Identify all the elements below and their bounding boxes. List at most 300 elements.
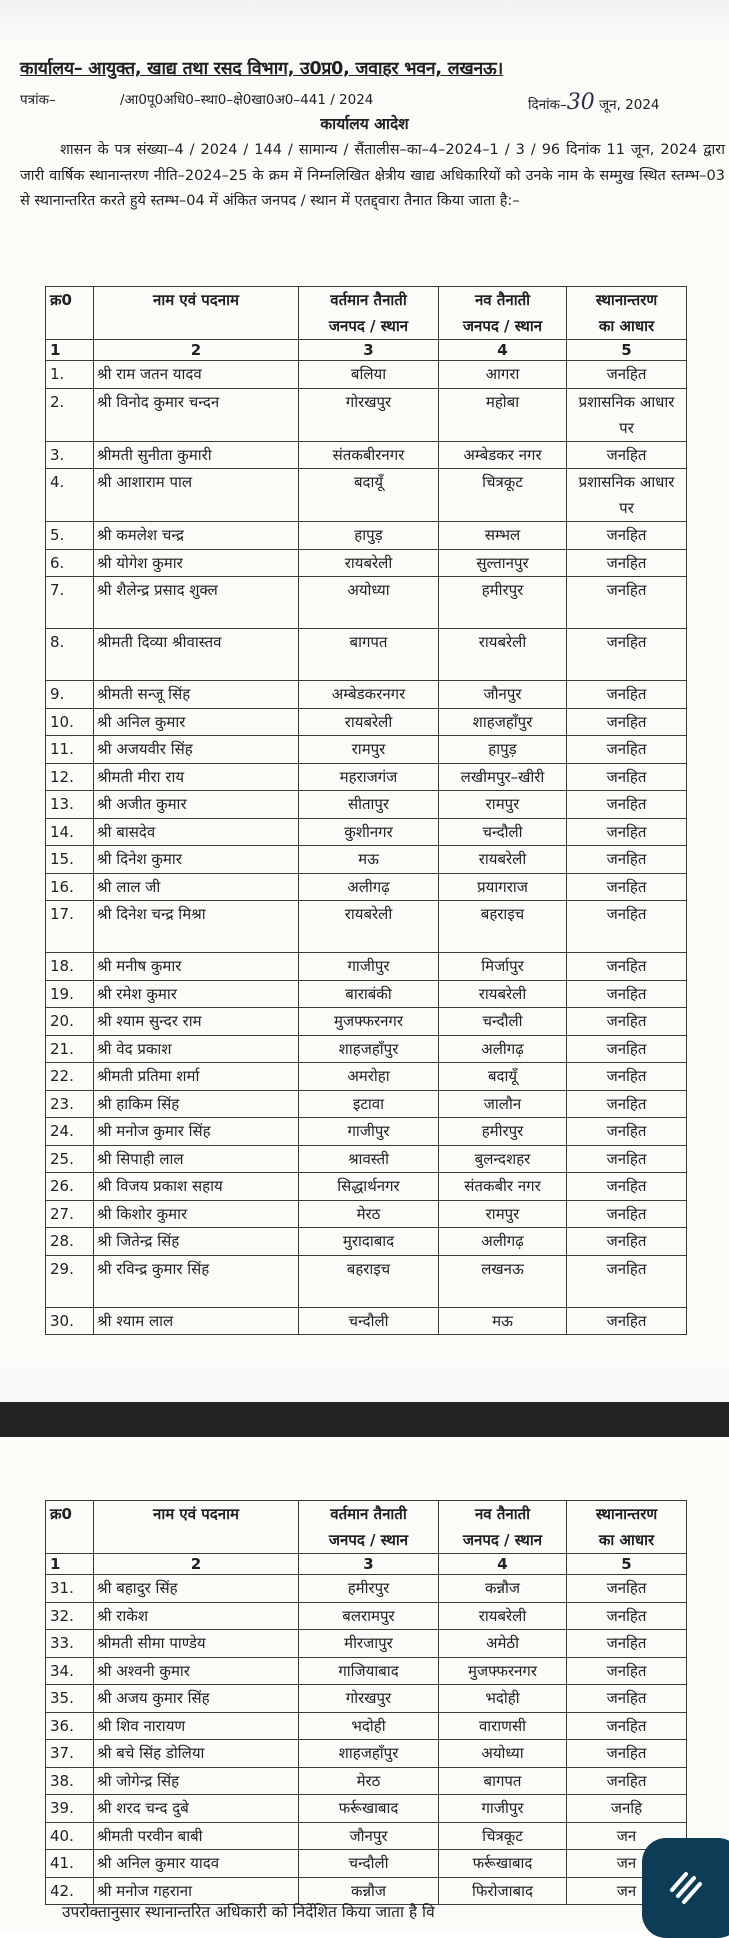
cell-name: श्री मनोज गहराना — [94, 1877, 299, 1905]
cell-current-posting: अयोध्या — [299, 577, 439, 629]
closing-text: उपरोक्तानुसार स्थानान्तरित अधिकारी को निर्देशित किया जाता है वि — [62, 1903, 435, 1921]
cell-current-posting: रामपुर — [299, 736, 439, 764]
top-strip — [0, 0, 729, 42]
cell-serial: 12. — [46, 763, 94, 791]
cell-transfer-basis: जनहित — [567, 736, 687, 764]
header-current-line1: वर्तमान तैनाती — [330, 1505, 407, 1523]
cell-new-posting: सम्भल — [439, 522, 567, 550]
cell-new-posting: मिर्जापुर — [439, 953, 567, 981]
table-row — [46, 791, 687, 819]
date-label: दिनांक– — [528, 97, 567, 113]
cell-current-posting: बदायूँ — [299, 469, 439, 522]
table-row — [46, 681, 687, 709]
table-row — [46, 1228, 687, 1256]
table-row — [46, 577, 687, 629]
cell-transfer-basis: जनहित — [567, 1200, 687, 1228]
table-row — [46, 1118, 687, 1146]
cell-name: श्री विजय प्रकाश सहाय — [94, 1173, 299, 1201]
cell-transfer-basis: जनहित — [567, 873, 687, 901]
cell-name: श्री दिनेश चन्द्र मिश्रा — [94, 901, 299, 953]
cell-new-posting: हमीरपुर — [439, 577, 567, 629]
cell-new-posting: हमीरपुर — [439, 1118, 567, 1146]
cell-new-posting: रायबरेली — [439, 846, 567, 874]
column-number: 2 — [94, 1554, 299, 1575]
header-new-line2: जनपद / स्थान — [462, 317, 543, 335]
table-row — [46, 1712, 687, 1740]
cell-name: श्री वेद प्रकाश — [94, 1035, 299, 1063]
cell-transfer-basis: जनहित — [567, 1035, 687, 1063]
cell-serial: 23. — [46, 1090, 94, 1118]
column-number-row — [46, 1554, 687, 1575]
cell-current-posting: रायबरेली — [299, 549, 439, 577]
table-row — [46, 388, 687, 441]
cell-name: श्री अनिल कुमार — [94, 708, 299, 736]
table-row — [46, 818, 687, 846]
cell-transfer-basis: जनहित — [567, 361, 687, 389]
header-new-line1: नव तैनाती — [474, 1505, 531, 1523]
cell-transfer-basis: प्रशासनिक आधार पर — [567, 469, 687, 522]
cell-new-posting: मऊ — [439, 1307, 567, 1335]
cell-name: श्री रविन्द्र कुमार सिंह — [94, 1255, 299, 1307]
cell-name: श्रीमती दिव्या श्रीवास्तव — [94, 629, 299, 681]
cell-current-posting: संतकबीरनगर — [299, 441, 439, 469]
date-handwritten-day: 30 — [566, 90, 595, 115]
cell-serial: 22. — [46, 1063, 94, 1091]
cell-new-posting: बुलन्दशहर — [439, 1145, 567, 1173]
cell-current-posting: मेरठ — [299, 1767, 439, 1795]
cell-name: श्री किशोर कुमार — [94, 1200, 299, 1228]
cell-transfer-basis: जनहित — [567, 577, 687, 629]
order-body-text: शासन के पत्र संख्या–4 / 2024 / 144 / सामान्य / सैंतालीस–का–4–2024–1 / 3 / 96 दिनांक 11 जून, 2024 द्वारा जारी वार्षिक स्थानान्तरण नीति–2024–25 के क्रम में निम्नलिखित क्षेत्रीय खाद्य अधिकारियों को उनके नाम के सम्मुख स्थित स्तम्भ–03 से स्थानान्तरित करते हुये स्तम्भ–04 में अंकित जनपद / स्थान में एतद्द्वारा तैनात किया जाता है:– — [20, 142, 725, 209]
header-current-posting — [299, 1501, 439, 1554]
table-header-row — [46, 287, 687, 340]
cell-new-posting: हापुड़ — [439, 736, 567, 764]
cell-current-posting: गोरखपुर — [299, 388, 439, 441]
cell-transfer-basis: जनहित — [567, 1602, 687, 1630]
table-row — [46, 953, 687, 981]
cell-serial: 35. — [46, 1685, 94, 1713]
cell-name: श्री राकेश — [94, 1602, 299, 1630]
page-gap — [0, 1362, 729, 1402]
cell-name: श्री अजीत कुमार — [94, 791, 299, 819]
cell-current-posting: बलरामपुर — [299, 1602, 439, 1630]
header-current-posting — [299, 287, 439, 340]
table-row — [46, 1685, 687, 1713]
cell-new-posting: संतकबीर नगर — [439, 1173, 567, 1201]
cell-current-posting: श्रावस्ती — [299, 1145, 439, 1173]
cell-new-posting: चन्दौली — [439, 1008, 567, 1036]
header-serial: क्र0 — [46, 1501, 94, 1554]
cell-current-posting: अलीगढ़ — [299, 873, 439, 901]
table-row — [46, 708, 687, 736]
table-row — [46, 361, 687, 389]
cell-transfer-basis: जनहित — [567, 901, 687, 953]
column-number-row — [46, 340, 687, 361]
cell-current-posting: शाहजहाँपुर — [299, 1740, 439, 1768]
table-row — [46, 1035, 687, 1063]
cell-transfer-basis: जनहित — [567, 522, 687, 550]
cell-transfer-basis: जनहित — [567, 1307, 687, 1335]
cell-serial: 19. — [46, 980, 94, 1008]
cell-current-posting: बाराबंकी — [299, 980, 439, 1008]
cell-transfer-basis: जनहित — [567, 1685, 687, 1713]
cell-transfer-basis: जनहित — [567, 441, 687, 469]
cell-new-posting: बागपत — [439, 1767, 567, 1795]
table-row — [46, 1740, 687, 1768]
cell-current-posting: शाहजहाँपुर — [299, 1035, 439, 1063]
table-row — [46, 1575, 687, 1603]
cell-new-posting: बहराइच — [439, 901, 567, 953]
date-month-year: जून, 2024 — [599, 97, 660, 113]
cell-serial: 30. — [46, 1307, 94, 1335]
table-row — [46, 1602, 687, 1630]
cell-name: श्री लाल जी — [94, 873, 299, 901]
cell-current-posting: सिद्धार्थनगर — [299, 1173, 439, 1201]
cell-transfer-basis: जनहित — [567, 1063, 687, 1091]
cell-transfer-basis: जनहि — [567, 1795, 687, 1823]
column-number: 4 — [439, 340, 567, 361]
cell-name: श्री दिनेश कुमार — [94, 846, 299, 874]
cell-current-posting: बहराइच — [299, 1255, 439, 1307]
cell-serial: 27. — [46, 1200, 94, 1228]
table-row — [46, 522, 687, 550]
cell-serial: 32. — [46, 1602, 94, 1630]
cell-transfer-basis: जनहित — [567, 953, 687, 981]
cell-transfer-basis: जनहित — [567, 1712, 687, 1740]
table-row — [46, 1630, 687, 1658]
reference-label: पत्रांक– — [20, 92, 56, 108]
cell-new-posting: सुल्तानपुर — [439, 549, 567, 577]
table-row — [46, 629, 687, 681]
cell-name: श्री अनिल कुमार यादव — [94, 1850, 299, 1878]
cell-transfer-basis: जनहित — [567, 1090, 687, 1118]
header-current-line1: वर्तमान तैनाती — [330, 291, 407, 309]
cell-current-posting: जौनपुर — [299, 1822, 439, 1850]
cell-transfer-basis: जन — [567, 1877, 687, 1905]
cell-serial: 34. — [46, 1657, 94, 1685]
cell-transfer-basis: जनहित — [567, 1767, 687, 1795]
cell-name: श्री श्याम सुन्दर राम — [94, 1008, 299, 1036]
cell-serial: 40. — [46, 1822, 94, 1850]
cell-serial: 10. — [46, 708, 94, 736]
cell-serial: 26. — [46, 1173, 94, 1201]
table-row — [46, 1767, 687, 1795]
cell-transfer-basis: जनहित — [567, 1228, 687, 1256]
cell-name: श्री हाकिम सिंह — [94, 1090, 299, 1118]
cell-transfer-basis: जनहित — [567, 980, 687, 1008]
cell-name: श्रीमती मीरा राय — [94, 763, 299, 791]
page-separator-band — [0, 1402, 729, 1437]
cell-name: श्री योगेश कुमार — [94, 549, 299, 577]
cell-current-posting: मेरठ — [299, 1200, 439, 1228]
header-basis-line1: स्थानान्तरण — [595, 1505, 658, 1523]
column-number: 3 — [299, 340, 439, 361]
cell-transfer-basis: जनहित — [567, 1255, 687, 1307]
cell-serial: 4. — [46, 469, 94, 522]
table-row — [46, 901, 687, 953]
cell-new-posting: रायबरेली — [439, 980, 567, 1008]
column-number: 1 — [46, 340, 94, 361]
cell-name: श्री अश्वनी कुमार — [94, 1657, 299, 1685]
cell-serial: 14. — [46, 818, 94, 846]
table-row — [46, 763, 687, 791]
cell-name: श्री मनोज कुमार सिंह — [94, 1118, 299, 1146]
cell-current-posting: गोरखपुर — [299, 1685, 439, 1713]
table-row — [46, 846, 687, 874]
cell-transfer-basis: जनहित — [567, 681, 687, 709]
cell-new-posting: चित्रकूट — [439, 1822, 567, 1850]
cell-transfer-basis: जनहित — [567, 708, 687, 736]
cell-transfer-basis: जनहित — [567, 1173, 687, 1201]
cell-transfer-basis: जनहित — [567, 629, 687, 681]
cell-new-posting: चन्दौली — [439, 818, 567, 846]
table-row — [46, 1145, 687, 1173]
cell-transfer-basis: जनहित — [567, 1740, 687, 1768]
cell-transfer-basis: जनहित — [567, 549, 687, 577]
cell-new-posting: आगरा — [439, 361, 567, 389]
cell-transfer-basis: जनहित — [567, 1657, 687, 1685]
table-row — [46, 441, 687, 469]
cell-serial: 8. — [46, 629, 94, 681]
cell-current-posting: इटावा — [299, 1090, 439, 1118]
cell-current-posting: बलिया — [299, 361, 439, 389]
cell-name: श्री अजय कुमार सिंह — [94, 1685, 299, 1713]
cell-new-posting: चित्रकूट — [439, 469, 567, 522]
table-row — [46, 1795, 687, 1823]
table-row — [46, 1657, 687, 1685]
table-row — [46, 1850, 687, 1878]
cell-name: श्री जोगेन्द्र सिंह — [94, 1767, 299, 1795]
cell-transfer-basis: जनहित — [567, 846, 687, 874]
cell-name: श्रीमती सन्जू सिंह — [94, 681, 299, 709]
cell-transfer-basis: जन — [567, 1822, 687, 1850]
cell-transfer-basis: जन — [567, 1850, 687, 1878]
cell-transfer-basis: जनहित — [567, 1008, 687, 1036]
order-title: कार्यालय आदेश — [320, 115, 409, 133]
cell-serial: 13. — [46, 791, 94, 819]
header-basis-line2: का आधार — [598, 1531, 655, 1549]
cell-new-posting: बदायूँ — [439, 1063, 567, 1091]
cell-name: श्री शैलेन्द्र प्रसाद शुक्ल — [94, 577, 299, 629]
header-new-posting — [439, 1501, 567, 1554]
cell-current-posting: मुजफ्फरनगर — [299, 1008, 439, 1036]
cell-name: श्री बासदेव — [94, 818, 299, 846]
cell-new-posting: लखनऊ — [439, 1255, 567, 1307]
cell-current-posting: हापुड़ — [299, 522, 439, 550]
cell-new-posting: फर्रूखाबाद — [439, 1850, 567, 1878]
header-transfer-basis — [567, 287, 687, 340]
cell-transfer-basis: प्रशासनिक आधार पर — [567, 388, 687, 441]
cell-current-posting: मुरादाबाद — [299, 1228, 439, 1256]
column-number: 5 — [567, 340, 687, 361]
pen-scribble-icon — [668, 1866, 714, 1906]
cell-current-posting: कन्नौज — [299, 1877, 439, 1905]
cell-new-posting: जालौन — [439, 1090, 567, 1118]
cell-transfer-basis: जनहित — [567, 1630, 687, 1658]
cell-new-posting: जौनपुर — [439, 681, 567, 709]
cell-name: श्री मनीष कुमार — [94, 953, 299, 981]
table-row — [46, 1090, 687, 1118]
cell-new-posting: कन्नौज — [439, 1575, 567, 1603]
cell-serial: 2. — [46, 388, 94, 441]
cell-serial: 24. — [46, 1118, 94, 1146]
cell-current-posting: रायबरेली — [299, 708, 439, 736]
table-row — [46, 1008, 687, 1036]
cell-new-posting: फिरोजाबाद — [439, 1877, 567, 1905]
cell-current-posting: फर्रूखाबाद — [299, 1795, 439, 1823]
cell-serial: 33. — [46, 1630, 94, 1658]
cell-name: श्री विनोद कुमार चन्दन — [94, 388, 299, 441]
cell-new-posting: रामपुर — [439, 1200, 567, 1228]
table-row — [46, 549, 687, 577]
cell-name: श्री शिव नारायण — [94, 1712, 299, 1740]
cell-current-posting: गाजियाबाद — [299, 1657, 439, 1685]
table-row — [46, 1063, 687, 1091]
column-number: 2 — [94, 340, 299, 361]
header-basis-line2: का आधार — [598, 317, 655, 335]
cell-serial: 5. — [46, 522, 94, 550]
cell-serial: 7. — [46, 577, 94, 629]
cell-current-posting: चन्दौली — [299, 1307, 439, 1335]
header-transfer-basis — [567, 1501, 687, 1554]
header-current-line2: जनपद / स्थान — [328, 317, 409, 335]
cell-new-posting: शाहजहाँपुर — [439, 708, 567, 736]
cell-serial: 16. — [46, 873, 94, 901]
table-row — [46, 1255, 687, 1307]
cell-name: श्री सिपाही लाल — [94, 1145, 299, 1173]
cell-new-posting: प्रयागराज — [439, 873, 567, 901]
header-name: नाम एवं पदनाम — [94, 1501, 299, 1554]
cell-serial: 31. — [46, 1575, 94, 1603]
cell-new-posting: रायबरेली — [439, 1602, 567, 1630]
cell-transfer-basis: जनहित — [567, 763, 687, 791]
table-row — [46, 1173, 687, 1201]
column-number: 5 — [567, 1554, 687, 1575]
cell-transfer-basis: जनहित — [567, 1118, 687, 1146]
cell-new-posting: अलीगढ़ — [439, 1035, 567, 1063]
cell-name: श्री राम जतन यादव — [94, 361, 299, 389]
cell-current-posting: मीरजापुर — [299, 1630, 439, 1658]
header-new-line2: जनपद / स्थान — [462, 1531, 543, 1549]
cell-new-posting: लखीमपुर–खीरी — [439, 763, 567, 791]
cell-serial: 29. — [46, 1255, 94, 1307]
cell-new-posting: अयोध्या — [439, 1740, 567, 1768]
cell-serial: 28. — [46, 1228, 94, 1256]
cell-name: श्री बचे सिंह डोलिया — [94, 1740, 299, 1768]
table-row — [46, 1822, 687, 1850]
cell-name: श्री शरद चन्द दुबे — [94, 1795, 299, 1823]
table-row — [46, 873, 687, 901]
header-serial: क्र0 — [46, 287, 94, 340]
cell-current-posting: अम्बेडकरनगर — [299, 681, 439, 709]
cell-serial: 41. — [46, 1850, 94, 1878]
column-number: 1 — [46, 1554, 94, 1575]
transfer-table-page-1 — [45, 286, 687, 1335]
cell-current-posting: गाजीपुर — [299, 1118, 439, 1146]
cell-new-posting: गाजीपुर — [439, 1795, 567, 1823]
cell-transfer-basis: जनहित — [567, 1575, 687, 1603]
reference-number: /आ0पू0अधि0–स्था0–क्षे0खा0अ0–441 / 2024 — [120, 92, 374, 108]
cell-name: श्रीमती सुनीता कुमारी — [94, 441, 299, 469]
table-row — [46, 736, 687, 764]
cell-current-posting: रायबरेली — [299, 901, 439, 953]
office-heading: कार्यालय– आयुक्त, खाद्य तथा रसद विभाग, उ0प्र0, जवाहर भवन, लखनऊ। — [20, 59, 504, 79]
cell-serial: 1. — [46, 361, 94, 389]
cell-serial: 25. — [46, 1145, 94, 1173]
cell-serial: 17. — [46, 901, 94, 953]
cell-serial: 20. — [46, 1008, 94, 1036]
cell-serial: 37. — [46, 1740, 94, 1768]
cell-name: श्रीमती प्रतिमा शर्मा — [94, 1063, 299, 1091]
cell-name: श्री कमलेश चन्द्र — [94, 522, 299, 550]
table-row — [46, 469, 687, 522]
cell-name: श्री बहादुर सिंह — [94, 1575, 299, 1603]
cell-serial: 18. — [46, 953, 94, 981]
cell-serial: 11. — [46, 736, 94, 764]
cell-current-posting: महराजगंज — [299, 763, 439, 791]
cell-name: श्री रमेश कुमार — [94, 980, 299, 1008]
cell-serial: 9. — [46, 681, 94, 709]
cell-current-posting: मऊ — [299, 846, 439, 874]
cell-new-posting: वाराणसी — [439, 1712, 567, 1740]
header-current-line2: जनपद / स्थान — [328, 1531, 409, 1549]
header-new-posting — [439, 287, 567, 340]
cell-current-posting: गाजीपुर — [299, 953, 439, 981]
cell-name: श्री जितेन्द्र सिंह — [94, 1228, 299, 1256]
column-number: 4 — [439, 1554, 567, 1575]
cell-current-posting: कुशीनगर — [299, 818, 439, 846]
cell-new-posting: अलीगढ़ — [439, 1228, 567, 1256]
cell-serial: 3. — [46, 441, 94, 469]
header-basis-line1: स्थानान्तरण — [595, 291, 658, 309]
cell-new-posting: रामपुर — [439, 791, 567, 819]
cell-serial: 36. — [46, 1712, 94, 1740]
cell-current-posting: चन्दौली — [299, 1850, 439, 1878]
cell-current-posting: हमीरपुर — [299, 1575, 439, 1603]
table-row — [46, 1200, 687, 1228]
cell-serial: 21. — [46, 1035, 94, 1063]
cell-serial: 39. — [46, 1795, 94, 1823]
transfer-table-page-2 — [45, 1500, 687, 1905]
cell-name: श्रीमती सीमा पाण्डेय — [94, 1630, 299, 1658]
table-row — [46, 980, 687, 1008]
cell-new-posting: भदोही — [439, 1685, 567, 1713]
cell-current-posting: भदोही — [299, 1712, 439, 1740]
cell-serial: 42. — [46, 1877, 94, 1905]
cell-serial: 38. — [46, 1767, 94, 1795]
cell-name: श्री आशाराम पाल — [94, 469, 299, 522]
cell-new-posting: अम्बेडकर नगर — [439, 441, 567, 469]
cell-current-posting: अमरोहा — [299, 1063, 439, 1091]
table-header-row — [46, 1501, 687, 1554]
header-new-line1: नव तैनाती — [474, 291, 531, 309]
cell-transfer-basis: जनहित — [567, 818, 687, 846]
column-number: 3 — [299, 1554, 439, 1575]
cell-serial: 6. — [46, 549, 94, 577]
cell-current-posting: बागपत — [299, 629, 439, 681]
cell-current-posting: सीतापुर — [299, 791, 439, 819]
header-name: नाम एवं पदनाम — [94, 287, 299, 340]
cell-new-posting: महोबा — [439, 388, 567, 441]
cell-serial: 15. — [46, 846, 94, 874]
cell-new-posting: अमेठी — [439, 1630, 567, 1658]
cell-transfer-basis: जनहित — [567, 791, 687, 819]
cell-new-posting: मुजफ्फरनगर — [439, 1657, 567, 1685]
cell-new-posting: रायबरेली — [439, 629, 567, 681]
cell-transfer-basis: जनहित — [567, 1145, 687, 1173]
floating-edit-button[interactable] — [642, 1838, 729, 1938]
cell-name: श्रीमती परवीन बाबी — [94, 1822, 299, 1850]
